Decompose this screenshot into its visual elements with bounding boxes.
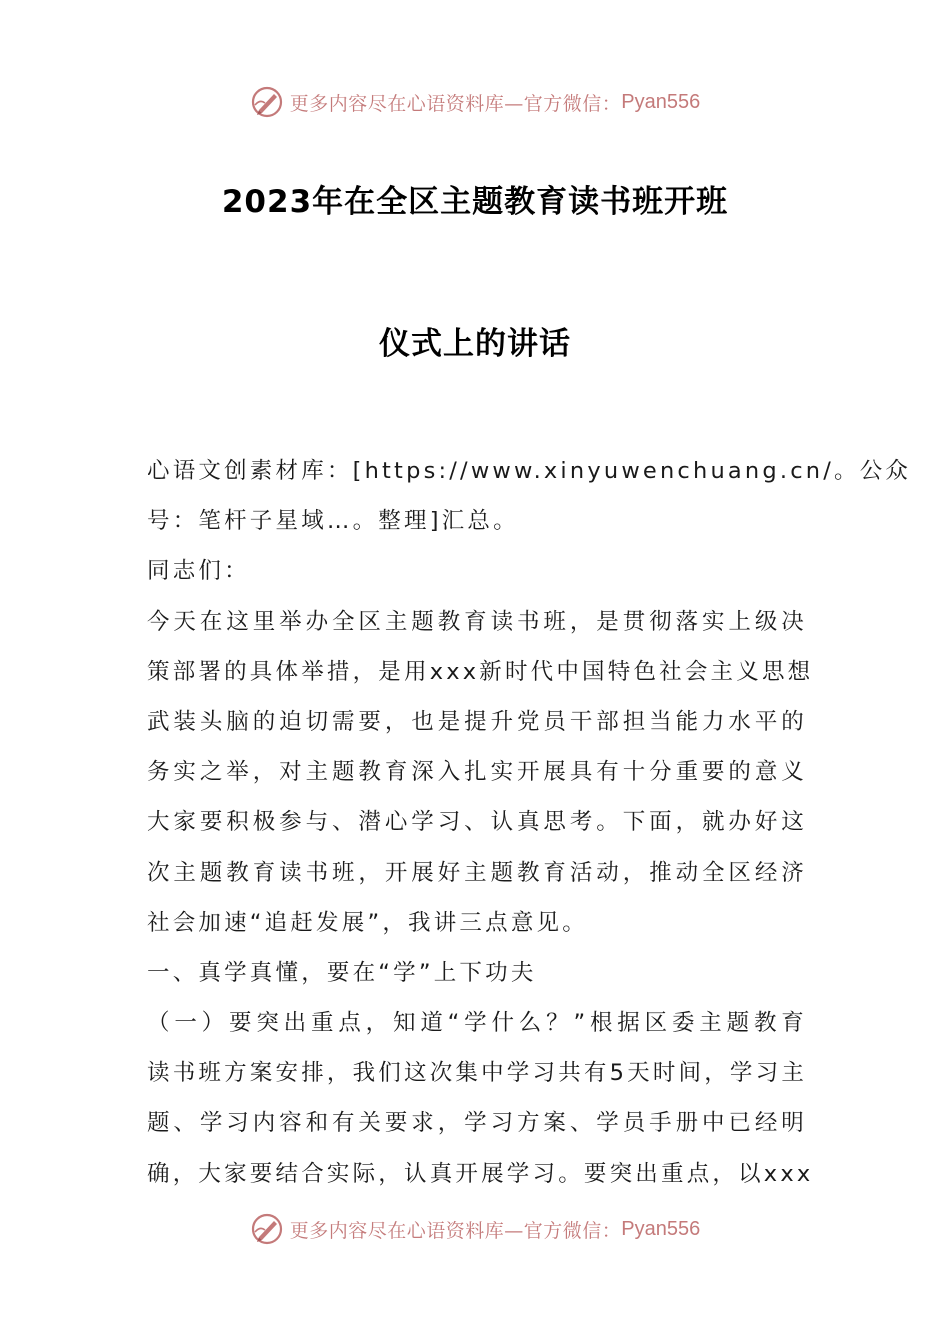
watermark-wechat-id: Pyan556 — [621, 1217, 701, 1240]
body-line: （一）要突出重点，知道“学什么？”根据区委主题教育 — [147, 1010, 807, 1037]
body-line: 确，大家要结合实际，认真开展学习。要突出重点，以xxx — [147, 1160, 814, 1187]
body-line: 今天在这里举办全区主题教育读书班，是贯彻落实上级决 — [147, 608, 807, 635]
body-line: 社会加速“追赶发展”，我讲三点意见。 — [147, 909, 588, 936]
pen-logo-icon — [250, 1212, 284, 1246]
body-line: 次主题教育读书班，开展好主题教育活动，推动全区经济 — [147, 859, 807, 886]
body-line: 策部署的具体举措，是用xxx新时代中国特色社会主义思想 — [147, 658, 814, 685]
body-line: 心语文创素材库：[https://www.xinyuwenchuang.cn/。公众 — [147, 458, 912, 484]
body-line: 同志们： — [147, 558, 250, 585]
document-title-line-2: 仪式上的讲话 — [379, 326, 571, 362]
document-body — [147, 446, 912, 1199]
body-line: 武装头脑的迫切需要，也是提升党员干部担当能力水平的 — [147, 708, 807, 735]
watermark-bottom — [0, 1209, 950, 1249]
body-line: 大家要积极参与、潜心学习、认真思考。下面，就办好这 — [147, 809, 807, 836]
body-line: 读书班方案安排，我们这次集中学习共有5天时间，学习主 — [147, 1060, 808, 1087]
section-heading: 一、真学真懂，要在“学”上下功夫 — [147, 959, 537, 986]
watermark-wechat-id: Pyan556 — [621, 90, 701, 113]
watermark-top — [0, 82, 950, 122]
document-title-line-1: 2023年在全区主题教育读书班开班 — [221, 184, 729, 220]
pen-logo-icon — [250, 85, 284, 119]
watermark-text: 更多内容尽在心语资料库—官方微信： — [289, 92, 622, 115]
body-line: 务实之举，对主题教育深入扎实开展具有十分重要的意义 — [147, 759, 807, 786]
body-line: 题、学习内容和有关要求，学习方案、学员手册中已经明 — [147, 1110, 807, 1137]
body-line: 号：笔杆子星域…。整理]汇总。 — [147, 508, 519, 535]
watermark-text: 更多内容尽在心语资料库—官方微信： — [289, 1219, 622, 1242]
